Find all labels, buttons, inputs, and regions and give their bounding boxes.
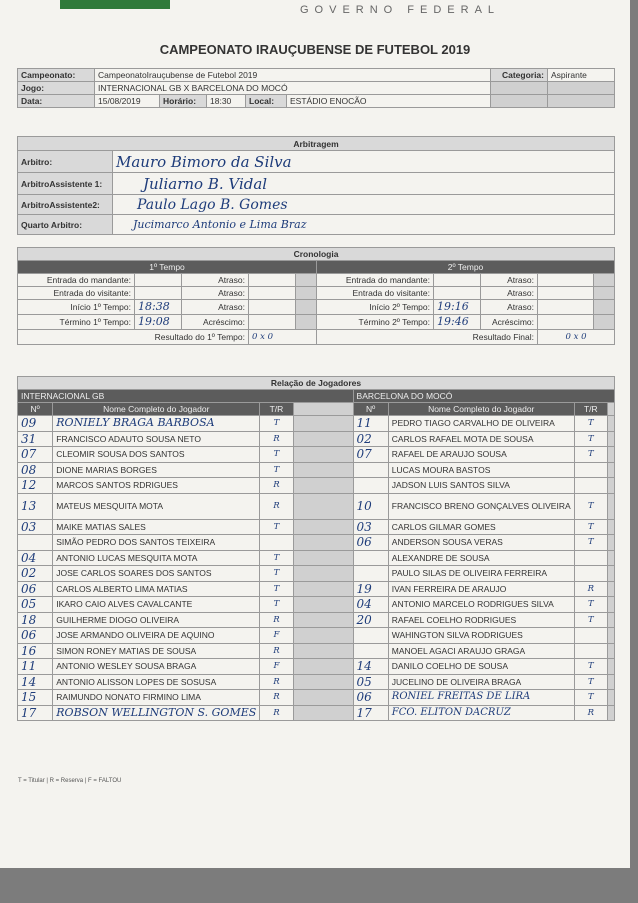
termino-2-value: 19:46 <box>434 315 481 330</box>
campeonato-value: CampeonatoIrauçubense de Futebol 2019 <box>95 69 491 82</box>
col-tr-right: T/R <box>574 403 607 416</box>
atraso-1-label: Atraso: <box>182 274 249 287</box>
resultado-1-value: 0 x 0 <box>249 330 317 345</box>
player-row <box>18 478 615 494</box>
player-number-right <box>353 566 388 582</box>
player-tr-right: T <box>574 493 607 519</box>
player-number-left: 04 <box>18 550 53 566</box>
page-title: CAMPEONATO IRAUÇUBENSE DE FUTEBOL 2019 <box>159 42 471 57</box>
player-number-right: 19 <box>353 581 388 597</box>
player-name-left: MARCOS SANTOS RDRIGUES <box>53 478 260 494</box>
blank-cell <box>608 581 615 597</box>
player-name-left: SIMON RONEY MATIAS DE SOUSA <box>53 643 260 659</box>
player-name-left: FRANCISCO ADAUTO SOUSA NETO <box>53 431 260 447</box>
player-tr-right: T <box>574 690 607 706</box>
blank-cell <box>608 431 615 447</box>
player-number-right <box>353 478 388 494</box>
player-number-right: 06 <box>353 535 388 551</box>
data-value: 15/08/2019 <box>95 95 160 108</box>
horario-label: Horário: <box>160 95 207 108</box>
tempo1-header: 1º Tempo <box>18 261 317 274</box>
data-label: Data: <box>18 95 95 108</box>
categoria-value: Aspirante <box>548 69 615 82</box>
resultado-final-value: 0 x 0 <box>538 330 615 345</box>
player-row <box>18 581 615 597</box>
entrada-mandante-2-label: Entrada do mandante: <box>317 274 434 287</box>
player-row <box>18 674 615 690</box>
player-tr-left: T <box>260 416 293 432</box>
player-tr-right <box>574 462 607 478</box>
player-number-right: 03 <box>353 519 388 535</box>
cronologia-title: Cronologia <box>18 248 615 261</box>
resultado-1-label: Resultado do 1º Tempo: <box>18 330 249 345</box>
player-number-left: 08 <box>18 462 53 478</box>
player-row <box>18 431 615 447</box>
player-number-left: 31 <box>18 431 53 447</box>
player-tr-right: R <box>574 581 607 597</box>
entrada-visitante-1-label: Entrada do visitante: <box>18 287 135 300</box>
player-number-left: 02 <box>18 566 53 582</box>
blank-cell <box>608 519 615 535</box>
player-number-left: 17 <box>18 705 53 721</box>
assistente2-label: ArbitroAssistente2: <box>18 195 113 215</box>
player-row <box>18 462 615 478</box>
player-row <box>18 519 615 535</box>
blank-cell <box>293 478 353 494</box>
player-number-left: 12 <box>18 478 53 494</box>
government-logo-band <box>60 0 170 9</box>
player-number-left: 06 <box>18 581 53 597</box>
assistente2-value: Paulo Lago B. Gomes <box>113 195 615 215</box>
player-number-left: 16 <box>18 643 53 659</box>
atraso-4-label: Atraso: <box>481 287 538 300</box>
player-row <box>18 628 615 644</box>
player-name-left: ANTONIO WESLEY SOUSA BRAGA <box>53 659 260 675</box>
atraso-2-label: Atraso: <box>481 274 538 287</box>
player-number-left: 15 <box>18 690 53 706</box>
local-label: Local: <box>246 95 287 108</box>
arbitragem-title: Arbitragem <box>18 137 615 151</box>
player-tr-left: R <box>260 674 293 690</box>
atraso-3-label: Atraso: <box>182 287 249 300</box>
legend-footer: T = Titular | R = Reserva | F = FALTOU <box>18 778 122 784</box>
player-name-right: IVAN FERREIRA DE ARAUJO <box>388 581 574 597</box>
player-row <box>18 416 615 432</box>
blank-cell <box>608 674 615 690</box>
team1-header: INTERNACIONAL GB <box>18 390 354 403</box>
blank-cell <box>293 581 353 597</box>
player-tr-left: F <box>260 659 293 675</box>
player-tr-right: T <box>574 659 607 675</box>
player-name-right: WAHINGTON SILVA RODRIGUES <box>388 628 574 644</box>
blank-cell <box>608 535 615 551</box>
player-number-left <box>18 535 53 551</box>
player-name-left: GUILHERME DIOGO OLIVEIRA <box>53 612 260 628</box>
blank-cell <box>608 597 615 613</box>
cronologia-table <box>17 247 615 345</box>
player-tr-left: R <box>260 705 293 721</box>
player-name-left: MAIKE MATIAS SALES <box>53 519 260 535</box>
quarto-arbitro-label: Quarto Arbitro: <box>18 215 113 235</box>
blank-cell <box>293 431 353 447</box>
jogadores-table <box>17 376 615 721</box>
player-row <box>18 493 615 519</box>
player-name-left: ROBSON WELLINGTON S. GOMES <box>53 705 260 721</box>
player-tr-right: T <box>574 519 607 535</box>
blank-cell <box>293 674 353 690</box>
player-tr-right <box>574 643 607 659</box>
player-row <box>18 550 615 566</box>
player-row <box>18 447 615 463</box>
player-tr-left: R <box>260 431 293 447</box>
player-number-right: 11 <box>353 416 388 432</box>
inicio-2-value: 19:16 <box>434 300 481 315</box>
player-tr-left: R <box>260 690 293 706</box>
player-name-right: PAULO SILAS DE OLIVEIRA FERREIRA <box>388 566 574 582</box>
player-row <box>18 612 615 628</box>
tempo2-header: 2º Tempo <box>317 261 615 274</box>
player-tr-right: T <box>574 535 607 551</box>
arbitro-value: Mauro Bimoro da Silva <box>113 151 615 173</box>
player-name-right: DANILO COELHO DE SOUSA <box>388 659 574 675</box>
player-tr-right: T <box>574 416 607 432</box>
player-number-left: 13 <box>18 493 53 519</box>
blank-cell <box>608 705 615 721</box>
player-tr-left: R <box>260 493 293 519</box>
player-name-right: JADSON LUIS SANTOS SILVA <box>388 478 574 494</box>
categoria-label: Categoria: <box>491 69 548 82</box>
blank-cell <box>608 628 615 644</box>
player-tr-right: T <box>574 612 607 628</box>
player-tr-right <box>574 550 607 566</box>
blank-cell <box>293 462 353 478</box>
player-tr-left: T <box>260 519 293 535</box>
player-number-right: 04 <box>353 597 388 613</box>
entrada-mandante-1-label: Entrada do mandante: <box>18 274 135 287</box>
player-tr-left: T <box>260 550 293 566</box>
inicio-1-value: 18:38 <box>135 300 182 315</box>
col-n-right: Nº <box>353 403 388 416</box>
quarto-arbitro-value: Jucimarco Antonio e Lima Braz <box>113 215 615 235</box>
player-number-left: 09 <box>18 416 53 432</box>
player-name-right: RAFAEL DE ARAUJO SOUSA <box>388 447 574 463</box>
inicio-2-label: Início 2º Tempo: <box>317 300 434 315</box>
player-name-left: ANTONIO ALISSON LOPES DE SOSUSA <box>53 674 260 690</box>
blank-cell <box>293 550 353 566</box>
jogo-label: Jogo: <box>18 82 95 95</box>
player-tr-left: R <box>260 643 293 659</box>
acrescimo-2-label: Acréscimo: <box>481 315 538 330</box>
local-value: ESTÁDIO ENOCÃO <box>287 95 491 108</box>
blank-cell <box>293 597 353 613</box>
player-number-right: 14 <box>353 659 388 675</box>
player-row <box>18 566 615 582</box>
assistente1-label: ArbitroAssistente 1: <box>18 173 113 195</box>
player-tr-right: T <box>574 447 607 463</box>
player-number-right: 02 <box>353 431 388 447</box>
player-name-right: PEDRO TIAGO CARVALHO DE OLIVEIRA <box>388 416 574 432</box>
player-name-right: MANOEL AGACI ARAUJO GRAGA <box>388 643 574 659</box>
blank-cell <box>293 493 353 519</box>
match-info-table <box>17 68 615 108</box>
player-name-right: LUCAS MOURA BASTOS <box>388 462 574 478</box>
player-tr-right: T <box>574 431 607 447</box>
player-tr-right: T <box>574 674 607 690</box>
player-row <box>18 597 615 613</box>
blank-cell <box>608 447 615 463</box>
blank-cell <box>293 416 353 432</box>
player-name-right: CARLOS RAFAEL MOTA DE SOUSA <box>388 431 574 447</box>
horario-value: 18:30 <box>207 95 246 108</box>
player-name-right: RAFAEL COELHO RODRIGUES <box>388 612 574 628</box>
player-name-left: JOSE ARMANDO OLIVEIRA DE AQUINO <box>53 628 260 644</box>
player-name-left: CLEOMIR SOUSA DOS SANTOS <box>53 447 260 463</box>
player-name-right: JUCELINO DE OLIVEIRA BRAGA <box>388 674 574 690</box>
blank-cell <box>608 478 615 494</box>
player-tr-left: T <box>260 597 293 613</box>
assistente1-value: Juliarno B. Vidal <box>113 173 615 195</box>
blank-cell <box>293 690 353 706</box>
player-number-left: 06 <box>18 628 53 644</box>
player-tr-left: F <box>260 628 293 644</box>
termino-1-label: Término 1º Tempo: <box>18 315 135 330</box>
player-tr-right: R <box>574 705 607 721</box>
player-tr-right <box>574 566 607 582</box>
atraso-5-label: Atraso: <box>182 300 249 315</box>
blank-cell <box>608 493 615 519</box>
jogo-value: INTERNACIONAL GB X BARCELONA DO MOCÓ <box>95 82 491 95</box>
player-name-right: ANTONIO MARCELO RODRIGUES SILVA <box>388 597 574 613</box>
blank-cell <box>293 519 353 535</box>
arbitragem-table <box>17 136 615 235</box>
player-name-right: FRANCISCO BRENO GONÇALVES OLIVEIRA <box>388 493 574 519</box>
player-tr-left: R <box>260 478 293 494</box>
player-row <box>18 659 615 675</box>
player-tr-right <box>574 478 607 494</box>
player-name-left: RAIMUNDO NONATO FIRMINO LIMA <box>53 690 260 706</box>
player-number-right: 05 <box>353 674 388 690</box>
termino-1-value: 19:08 <box>135 315 182 330</box>
player-name-right: RONIEL FREITAS DE LIRA <box>388 690 574 706</box>
team2-header: BARCELONA DO MOCÓ <box>353 390 614 403</box>
player-name-right: ALEXANDRE DE SOUSA <box>388 550 574 566</box>
blank-cell <box>608 566 615 582</box>
col-tr-left: T/R <box>260 403 293 416</box>
campeonato-label: Campeonato: <box>18 69 95 82</box>
blank-cell <box>293 705 353 721</box>
player-name-left: DIONE MARIAS BORGES <box>53 462 260 478</box>
blank-cell <box>293 447 353 463</box>
player-number-right <box>353 643 388 659</box>
blank-cell <box>293 535 353 551</box>
blank-cell <box>293 628 353 644</box>
arbitro-label: Arbitro: <box>18 151 113 173</box>
player-tr-right <box>574 628 607 644</box>
player-number-right: 10 <box>353 493 388 519</box>
player-name-left: IKARO CAIO ALVES CAVALCANTE <box>53 597 260 613</box>
player-number-right <box>353 550 388 566</box>
player-tr-left: T <box>260 462 293 478</box>
player-name-right: ANDERSON SOUSA VERAS <box>388 535 574 551</box>
resultado-final-label: Resultado Final: <box>317 330 538 345</box>
blank-cell <box>608 612 615 628</box>
player-name-left: RONIELY BRAGA BARBOSA <box>53 416 260 432</box>
player-number-left: 07 <box>18 447 53 463</box>
player-name-right: FCO. ELITON DACRUZ <box>388 705 574 721</box>
player-tr-right: T <box>574 597 607 613</box>
player-number-right: 17 <box>353 705 388 721</box>
blank-cell <box>608 643 615 659</box>
player-row <box>18 643 615 659</box>
player-tr-left: T <box>260 447 293 463</box>
blank-cell <box>293 659 353 675</box>
player-number-left: 18 <box>18 612 53 628</box>
player-tr-left: R <box>260 612 293 628</box>
player-row <box>18 535 615 551</box>
player-number-left: 11 <box>18 659 53 675</box>
blank-cell <box>608 690 615 706</box>
blank-cell <box>608 659 615 675</box>
player-tr-left <box>260 535 293 551</box>
blank-cell <box>608 550 615 566</box>
acrescimo-1-label: Acréscimo: <box>182 315 249 330</box>
blank-cell <box>293 612 353 628</box>
col-nome-right: Nome Completo do Jogador <box>388 403 574 416</box>
player-number-right <box>353 462 388 478</box>
player-tr-left: T <box>260 566 293 582</box>
player-name-right: CARLOS GILMAR GOMES <box>388 519 574 535</box>
player-row <box>18 705 615 721</box>
blank-cell <box>608 462 615 478</box>
player-number-left: 05 <box>18 597 53 613</box>
player-name-left: JOSE CARLOS SOARES DOS SANTOS <box>53 566 260 582</box>
player-name-left: MATEUS MESQUITA MOTA <box>53 493 260 519</box>
atraso-6-label: Atraso: <box>481 300 538 315</box>
player-row <box>18 690 615 706</box>
player-name-left: SIMÃO PEDRO DOS SANTOS TEIXEIRA <box>53 535 260 551</box>
player-number-right <box>353 628 388 644</box>
blank-cell <box>293 566 353 582</box>
player-number-right: 20 <box>353 612 388 628</box>
termino-2-label: Término 2º Tempo: <box>317 315 434 330</box>
player-number-right: 07 <box>353 447 388 463</box>
col-nome-left: Nome Completo do Jogador <box>53 403 260 416</box>
player-number-left: 03 <box>18 519 53 535</box>
player-tr-left: T <box>260 581 293 597</box>
blank-cell <box>293 643 353 659</box>
jogadores-title: Relação de Jogadores <box>18 377 615 390</box>
player-number-right: 06 <box>353 690 388 706</box>
government-header: GOVERNO FEDERAL <box>300 4 501 16</box>
player-number-left: 14 <box>18 674 53 690</box>
player-name-left: ANTONIO LUCAS MESQUITA MOTA <box>53 550 260 566</box>
blank-cell <box>608 416 615 432</box>
player-name-left: CARLOS ALBERTO LIMA MATIAS <box>53 581 260 597</box>
entrada-visitante-2-label: Entrada do visitante: <box>317 287 434 300</box>
inicio-1-label: Início 1º Tempo: <box>18 300 135 315</box>
col-n-left: Nº <box>18 403 53 416</box>
